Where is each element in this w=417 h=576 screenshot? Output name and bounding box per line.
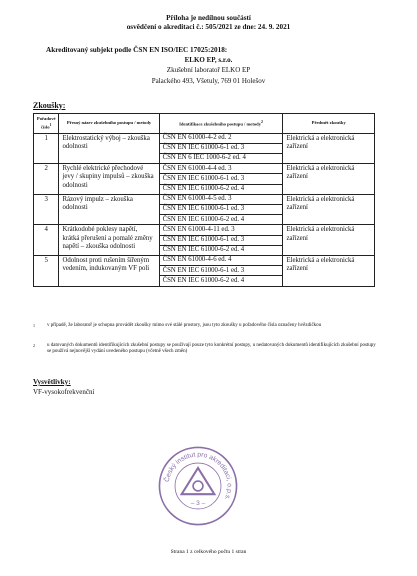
standard-ref: ČSN EN 61000-4-4 ed. 3 [160, 164, 283, 174]
standard-ref: ČSN EN IEC 61000-6-2 ed. 4 [162, 215, 245, 223]
test-subject: Elektrická a elektronická zařízení [283, 255, 375, 286]
standard-ref: ČSN EN 61000-4-6 ed. 4 [160, 256, 283, 266]
method-name: Elektrostatický výboj – zkouška odolnosti [59, 133, 159, 164]
footnote-mark: 1 [33, 323, 35, 328]
stamp-logo [182, 468, 215, 494]
method-identification [159, 225, 283, 256]
header-line-1: Příloha je nedílnou součástí [166, 14, 251, 22]
page-footer: Strana 1 z celkového počtu 1 stran [170, 549, 247, 555]
explanations-title: Vysvětlivky: [33, 378, 71, 386]
standard-ref: ČSN EN IEC 61000-6-2 ed. 4 [162, 276, 245, 284]
standard-ref: ČSN EN 6 IEC 1000-6-2 ed. 4 [162, 154, 246, 162]
row-number: 1 [34, 133, 59, 164]
test-subject: Elektrická a elektronická zařízení [283, 133, 375, 164]
standard-ref: ČSN EN IEC 61000-6-1 ed. 3 [160, 205, 283, 215]
method-identification [159, 133, 283, 164]
method-name: Rychlé elektrické přechodové jevy / skupiny impulsů – zkouška odolnosti [59, 164, 159, 195]
table-row [34, 194, 375, 225]
table-row [34, 133, 375, 164]
laboratory-name: Zkušební laboratoř ELKO EP [166, 66, 251, 74]
table-row [34, 225, 375, 256]
footnote [33, 343, 377, 355]
table-header-row [34, 114, 375, 134]
explanation-vf: VF-vysokofrekvenční [33, 388, 95, 396]
test-subject: Elektrická a elektronická zařízení [283, 164, 375, 195]
method-identification [159, 164, 283, 195]
row-number: 5 [34, 255, 59, 286]
header-line-2: osvědčení o akreditaci č.: 505/2021 ze dne: 24. 9. 2021 [126, 23, 291, 31]
standard-ref: ČSN EN 61000-4-5 ed. 3 [160, 195, 283, 205]
row-number: 4 [34, 225, 59, 256]
footnote [33, 323, 377, 329]
method-name: Odolnost proti rušením šířeným vedením, indukovaným VF poli [59, 255, 159, 286]
company-address: Palackého 493, Všetuly, 769 01 Holešov [151, 77, 266, 85]
standard-ref: ČSN EN 61000-4-11 ed. 3 [160, 225, 283, 235]
header-method-identification: Identifikace zkušebního postupu / metody$^2$ [159, 114, 283, 134]
standard-ref: ČSN EN IEC 61000-6-1 ed. 3 [160, 174, 283, 184]
test-subject: Elektrická a elektronická zařízení [283, 225, 375, 256]
standard-ref: ČSN EN IEC 61000-6-1 ed. 3 [160, 266, 283, 276]
table-row [34, 164, 375, 195]
footnote-text: u datovaných dokumentů identifikujících zkušební postupy se používají pouze tyto konkrétní postupy, u nedatovaných dokumentů identifikujících zkušební postupy se používá nejnovější vydání uvedeného postupu (včetně všech změn) [47, 343, 376, 355]
method-identification [159, 194, 283, 225]
standard-ref: ČSN EN IEC 61000-6-2 ed. 4 [162, 246, 245, 254]
row-number: 3 [34, 194, 59, 225]
accredited-subject-title: Akreditovaný subjekt podle ČSN EN ISO/IEC 17025:2018: [46, 46, 228, 54]
tests-table [33, 113, 375, 287]
header-number: Pořadové číslo$^1$ [34, 114, 59, 134]
standard-ref: ČSN EN IEC 61000-6-1 ed. 3 [160, 144, 283, 154]
header-test-subject: Předmět zkoušky [283, 114, 375, 134]
company-name: ELKO EP, s.r.o. [184, 56, 233, 64]
method-name: Rázový impulz – zkouška odolnosti [59, 194, 159, 225]
method-identification [159, 255, 283, 286]
row-number: 2 [34, 164, 59, 195]
table-row [34, 255, 375, 286]
header-method-name: Přesný název zkušebního postupu / metody [59, 114, 159, 134]
section-title: Zkoušky: [33, 101, 66, 110]
method-name: Krátkodobé poklesy napětí, krátká přerušení a pomalé změny napětí – zkouška odolnosti [59, 225, 159, 256]
stamp-outer-ring [159, 447, 236, 524]
footnote-text: v případě, že laboratoř je schopna provádět zkoušky mimo své stálé prostory, jsou tyto zkoušky u pořadového čísla označeny hvězdičkou [47, 323, 322, 328]
accreditation-stamp [157, 445, 239, 527]
footnote-mark: 2 [33, 343, 35, 348]
standard-ref: ČSN EN 61000-4-2 ed. 2 [160, 134, 283, 144]
test-subject: Elektrická a elektronická zařízení [283, 194, 375, 225]
standard-ref: ČSN EN IEC 61000-6-2 ed. 4 [162, 185, 245, 193]
standard-ref: ČSN EN IEC 61000-6-1 ed. 3 [160, 236, 283, 246]
stamp-number: – 3 – [190, 499, 206, 507]
stamp-text: Český institut pro akreditaci, o.p.s. [163, 451, 233, 502]
